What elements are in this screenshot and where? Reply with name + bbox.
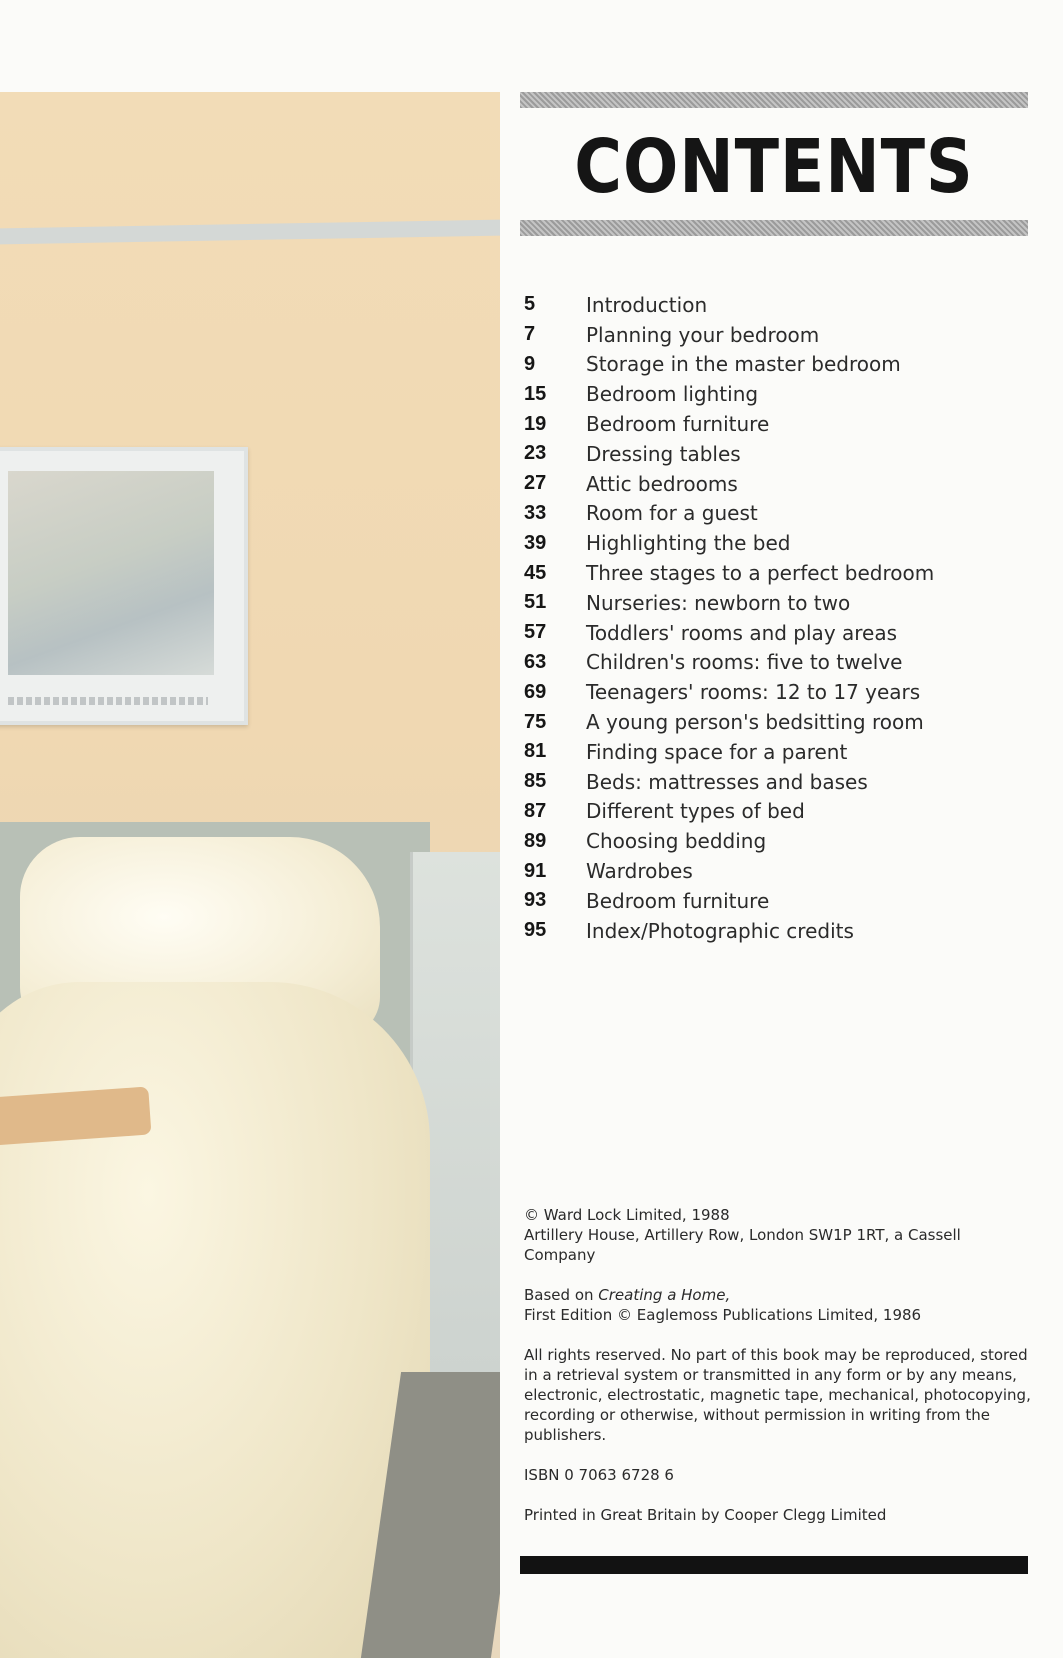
contents-item: [524, 499, 1024, 529]
contents-page-number: 51: [524, 591, 547, 614]
contents-item-title: Bedroom furniture: [586, 412, 770, 437]
contents-page-number: 57: [524, 621, 547, 644]
contents-page-number: 5: [524, 293, 536, 316]
contents-page-number: 39: [524, 531, 547, 554]
contents-item-title: Bedroom lighting: [586, 382, 759, 407]
contents-item-title: Planning your bedroom: [586, 322, 820, 347]
based-on-title: Creating a Home,: [598, 1286, 731, 1304]
contents-page-number: 87: [524, 799, 547, 822]
contents-item: [524, 558, 1024, 588]
contents-item-title: Beds: mattresses and bases: [586, 769, 868, 794]
contents-item: [524, 707, 1024, 737]
contents-page-number: 19: [524, 412, 547, 435]
contents-page-number: 81: [524, 740, 547, 763]
contents-item: [524, 797, 1024, 827]
contents-item: [524, 350, 1024, 380]
contents-item-title: Index/Photographic credits: [586, 918, 854, 943]
contents-page-number: 15: [524, 382, 547, 405]
contents-page-number: 69: [524, 680, 547, 703]
contents-page-number: 93: [524, 889, 547, 912]
contents-item: [524, 290, 1024, 320]
quilted-duvet: [0, 982, 430, 1658]
wall-stripe: [0, 220, 500, 245]
contents-item-title: Room for a guest: [586, 501, 758, 526]
contents-item-title: Three stages to a perfect bedroom: [586, 561, 935, 586]
contents-item-title: A young person's bedsitting room: [586, 710, 924, 735]
based-on-prefix: Based on: [524, 1286, 599, 1304]
contents-item: [524, 528, 1024, 558]
contents-page-number: 89: [524, 829, 547, 852]
page-title: CONTENTS: [574, 124, 974, 210]
contents-page-number: 45: [524, 561, 547, 584]
contents-item: [524, 409, 1024, 439]
bottom-rule: [520, 1556, 1028, 1574]
contents-item-title: Children's rooms: five to twelve: [586, 650, 903, 675]
contents-item: [524, 379, 1024, 409]
contents-page-number: 7: [524, 323, 536, 346]
print-artwork: [8, 471, 214, 675]
contents-item: [524, 648, 1024, 678]
isbn: ISBN 0 7063 6728 6: [524, 1466, 674, 1484]
contents-item: [524, 618, 1024, 648]
publisher-address: Artillery House, Artillery Row, London SW1P 1RT, a Cassell Company: [524, 1226, 961, 1264]
print-caption: [8, 697, 208, 705]
imprint: [524, 1205, 1034, 1525]
contents-item-title: Different types of bed: [586, 799, 805, 824]
contents-item: [524, 320, 1024, 350]
contents-item-title: Dressing tables: [586, 441, 741, 466]
contents-item-title: Choosing bedding: [586, 829, 767, 854]
contents-list: [524, 290, 1024, 946]
contents-item-title: Highlighting the bed: [586, 531, 791, 556]
contents-page-number: 75: [524, 710, 547, 733]
contents-item-title: Wardrobes: [586, 859, 693, 884]
top-rule: [520, 92, 1028, 108]
printer-line: Printed in Great Britain by Cooper Clegg Limited: [524, 1506, 887, 1524]
contents-item: [524, 588, 1024, 618]
contents-item: [524, 469, 1024, 499]
contents-page-number: 9: [524, 352, 536, 375]
contents-item: [524, 439, 1024, 469]
contents-item-title: Bedroom furniture: [586, 888, 770, 913]
contents-page-number: 91: [524, 859, 547, 882]
contents-page-number: 27: [524, 472, 547, 495]
contents-item: [524, 916, 1024, 946]
contents-item-title: Nurseries: newborn to two: [586, 590, 851, 615]
contents-page-number: 33: [524, 501, 547, 524]
contents-item: [524, 856, 1024, 886]
contents-page-number: 23: [524, 442, 547, 465]
contents-panel: [520, 0, 1040, 1658]
contents-page-number: 95: [524, 919, 547, 942]
contents-item-title: Attic bedrooms: [586, 471, 738, 496]
contents-page-number: 63: [524, 650, 547, 673]
contents-item: [524, 886, 1024, 916]
copyright-line: © Ward Lock Limited, 1988: [524, 1206, 730, 1224]
edition-line: First Edition © Eaglemoss Publications Limited, 1986: [524, 1306, 922, 1324]
framed-print: [0, 447, 248, 725]
contents-item: [524, 737, 1024, 767]
based-on-line: [524, 1285, 1034, 1305]
contents-item: [524, 677, 1024, 707]
contents-item: [524, 767, 1024, 797]
rights-statement: All rights reserved. No part of this book may be reproduced, stored in a retrieval system or transmitted in any form or by any means, electronic, electrostatic, magnetic tape, mechanical, photocopying, recording or otherwise, without permission in writing from the publishers.: [524, 1346, 1031, 1444]
contents-item-title: Teenagers' rooms: 12 to 17 years: [586, 680, 921, 705]
contents-page-number: 85: [524, 770, 547, 793]
title-rule: [520, 220, 1028, 236]
bedroom-photo: [0, 92, 500, 1658]
contents-item-title: Storage in the master bedroom: [586, 352, 901, 377]
contents-item-title: Toddlers' rooms and play areas: [586, 620, 898, 645]
contents-item-title: Finding space for a parent: [586, 739, 848, 764]
contents-item: [524, 826, 1024, 856]
contents-item-title: Introduction: [586, 292, 708, 317]
